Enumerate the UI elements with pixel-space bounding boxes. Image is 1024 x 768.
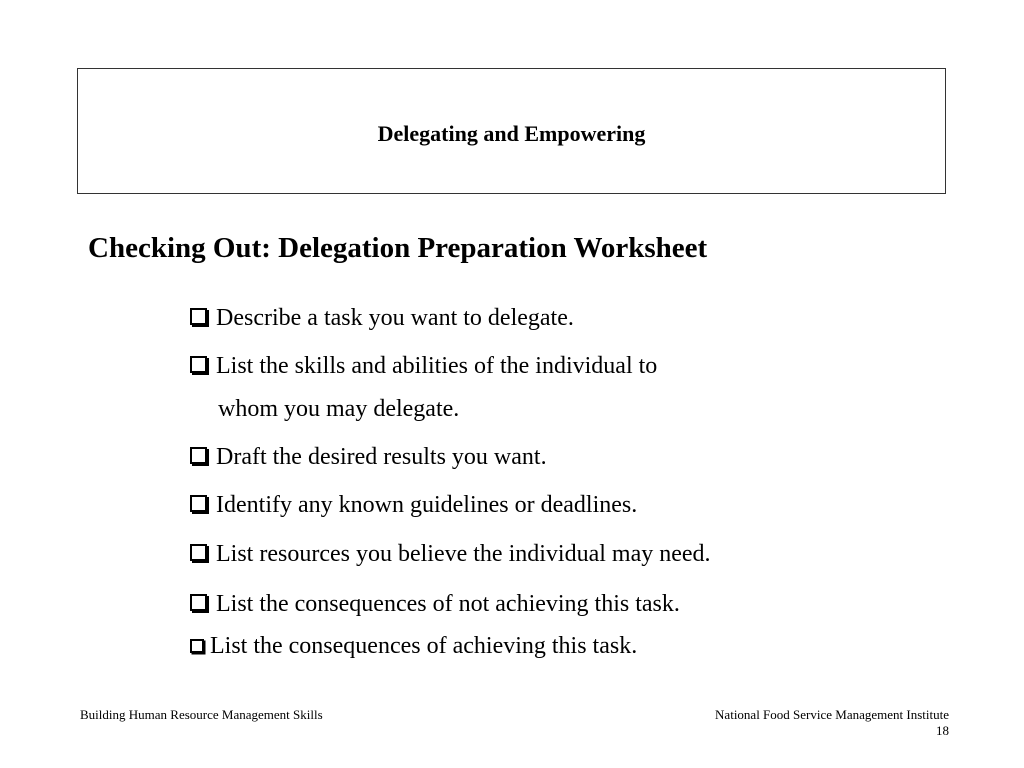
checklist-item-text: List resources you believe the individual may need. [216, 541, 711, 567]
slide-subtitle: Checking Out: Delegation Preparation Worksheet [88, 232, 708, 264]
checkbox-icon [190, 356, 207, 373]
checklist-item [190, 589, 680, 619]
slide-header-box [77, 68, 946, 194]
checklist-item [190, 351, 657, 381]
footer-right [715, 707, 949, 739]
checklist-item-text: Identify any known guidelines or deadlines. [216, 492, 638, 518]
checkbox-icon [190, 308, 207, 325]
checkbox-icon [190, 447, 207, 464]
checklist-item [190, 490, 637, 520]
checklist-item [190, 442, 547, 472]
checklist-item-text: List the consequences of achieving this task. [210, 633, 638, 659]
footer-organization: National Food Service Management Institute [715, 707, 949, 722]
checkbox-icon [190, 495, 207, 512]
checklist-item-text: List the consequences of not achieving this task. [216, 591, 680, 617]
checklist-item [190, 303, 574, 333]
checklist-item-continuation: whom you may delegate. [218, 396, 460, 422]
footer-left-text: Building Human Resource Management Skills [80, 707, 323, 722]
checkbox-icon [190, 594, 207, 611]
checkbox-icon [190, 639, 204, 653]
checklist-item-text: Describe a task you want to delegate. [216, 305, 574, 331]
checklist-item [190, 631, 637, 661]
checklist-item [190, 539, 711, 569]
page-number: 18 [936, 723, 949, 738]
checkbox-icon [190, 544, 207, 561]
slide-title: Delegating and Empowering [377, 121, 646, 146]
checklist-item-text: List the skills and abilities of the individual to [216, 353, 658, 379]
checklist-item-text: Draft the desired results you want. [216, 444, 547, 470]
